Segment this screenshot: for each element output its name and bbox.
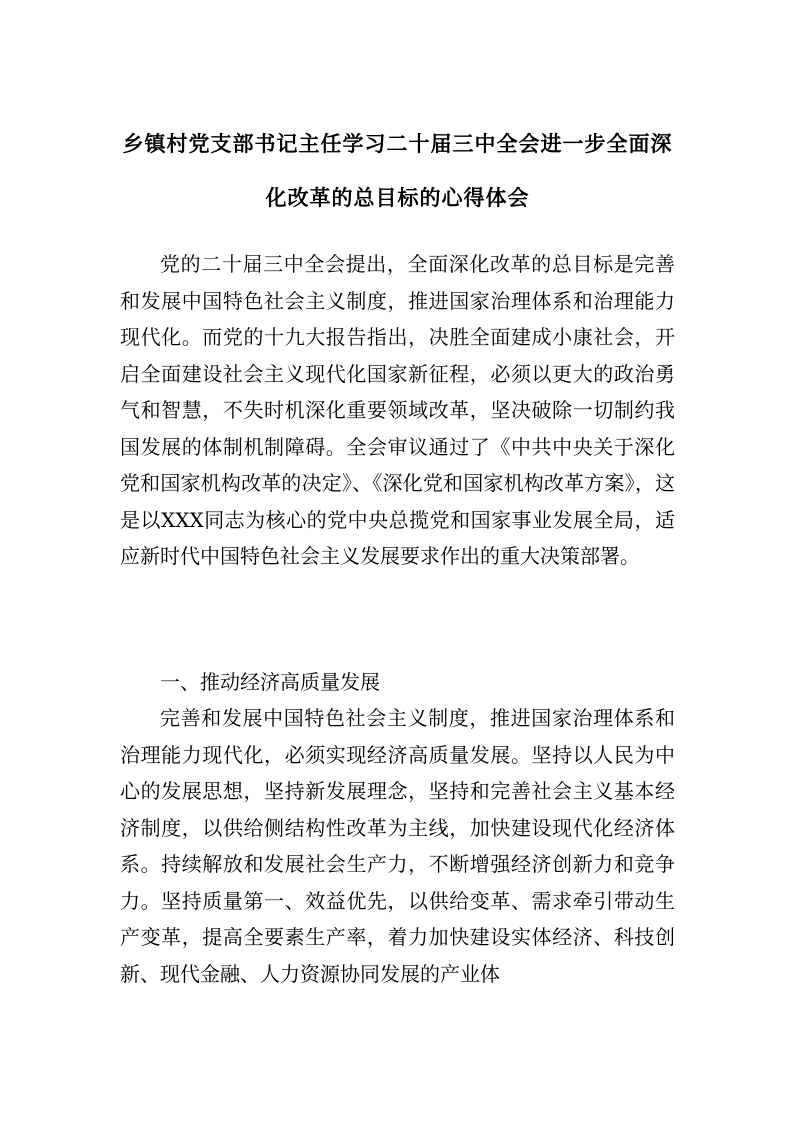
section-heading-1: 一、推动经济高质量发展 xyxy=(160,670,380,694)
body-paragraph-2: 完善和发展中国特色社会主义制度，推进国家治理体系和治理能力现代化，必须实现经济高质量发展。坚持以人民为中心的发展思想，坚持新发展理念，坚持和完善社会主义基本经济制度，以供给侧结构性改革为主线，加快建设现代化经济体系。持续解放和发展社会生产力，不断增强经济创新力和竞争力。坚持质量第一、效益优先，以供给变革、需求牵引带动生产变革，提高全要素生产率，着力加快建设实体经济、科技创新、现代金融、人力资源协同发展的产业体 xyxy=(120,706,675,986)
document-title-line-1: 乡镇村党支部书记主任学习二十届三中全会进一步全面深 xyxy=(122,132,673,156)
document-title-line-2: 化改革的总目标的心得体会 xyxy=(265,186,530,210)
body-paragraph-1: 党的二十届三中全会提出，全面深化改革的总目标是完善和发展中国特色社会主义制度，推进国家治理体系和治理能力现代化。而党的十九大报告指出，决胜全面建成小康社会，开启全面建设社会主义现代化国家新征程，必须以更大的政治勇气和智慧，不失时机深化重要领域改革，坚决破除一切制约我国发展的体制机制障碍。全会审议通过了《中共中央关于深化党和国家机构改革的决定》、《深化党和国家机构改革方案》，这是以XXX同志为核心的党中央总揽党和国家事业发展全局，适应新时代中国特色社会主义发展要求作出的重大决策部署。 xyxy=(120,252,675,568)
